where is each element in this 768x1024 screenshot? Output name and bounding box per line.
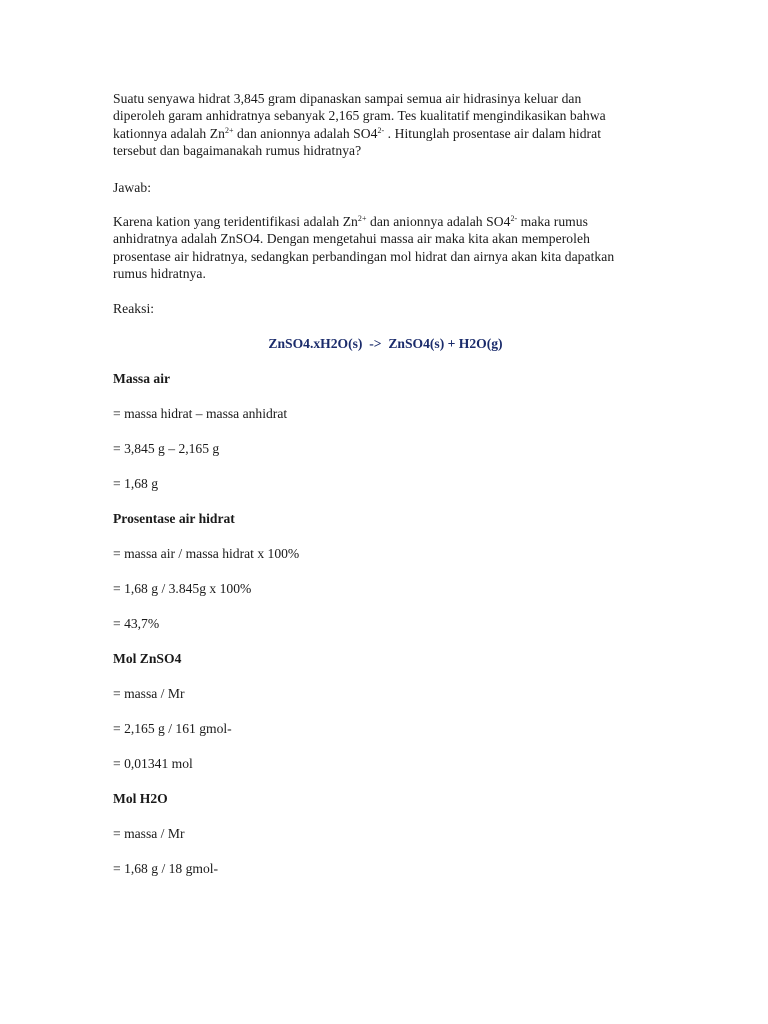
massa-air-step-3: = 1,68 g: [113, 476, 159, 491]
massa-air-step-1: = massa hidrat – massa anhidrat: [113, 406, 288, 421]
mol-znso4-step-3: = 0,01341 mol: [113, 756, 193, 771]
heading-mol-znso4: Mol ZnSO4: [113, 651, 182, 666]
mol-h2o-step-1: = massa / Mr: [113, 826, 185, 841]
explanation-line-1-b: dan anionnya adalah SO4: [366, 214, 511, 229]
question-line-3-a: kationnya adalah Zn: [113, 125, 225, 141]
explanation-line-3: prosentase air hidratnya, sedangkan perbandingan mol hidrat dan airnya akan kita dapatkan: [113, 248, 615, 264]
prosentase-step-2: = 1,68 g / 3.845g x 100%: [113, 581, 252, 596]
mol-znso4-step-2: = 2,165 g / 161 gmol-: [113, 721, 232, 736]
reaction-equation: ZnSO4.xH2O(s) -> ZnSO4(s) + H2O(g): [268, 336, 503, 351]
question-paragraph: [113, 90, 606, 160]
reaction-label: Reaksi:: [113, 301, 155, 316]
mol-h2o-step-2: = 1,68 g / 18 gmol-: [113, 861, 219, 876]
explanation-line-1: [113, 213, 614, 230]
question-line-2: diperoleh garam anhidratnya sebanyak 2,165 gram. Tes kualitatif mengindikasikan bahwa: [113, 108, 606, 124]
zn-charge-superscript-2: 2+: [357, 214, 367, 223]
prosentase-step-3: = 43,7%: [113, 616, 160, 631]
question-line-3-c: . Hitunglah prosentase air dalam hidrat: [384, 125, 602, 141]
explanation-paragraph: [113, 213, 614, 283]
heading-massa-air: Massa air: [113, 371, 171, 386]
explanation-line-1-a: Karena kation yang teridentifikasi adalah Zn: [113, 214, 358, 229]
so4-charge-superscript: 2-: [377, 125, 385, 135]
question-line-3-b: dan anionnya adalah SO4: [233, 125, 378, 141]
so4-charge-superscript-2: 2-: [510, 214, 518, 223]
question-line-1: Suatu senyawa hidrat 3,845 gram dipanaskan sampai semua air hidrasinya keluar dan: [113, 91, 582, 106]
heading-mol-h2o: Mol H2O: [113, 791, 168, 806]
explanation-line-2: anhidratnya adalah ZnSO4. Dengan mengetahui massa air maka kita akan memperoleh: [113, 231, 590, 247]
question-line-4: tersebut dan bagaimanakah rumus hidratnya?: [113, 143, 362, 159]
explanation-line-4: rumus hidratnya.: [113, 266, 206, 282]
massa-air-step-2: = 3,845 g – 2,165 g: [113, 441, 220, 456]
mol-znso4-step-1: = massa / Mr: [113, 686, 185, 701]
heading-prosentase: Prosentase air hidrat: [113, 511, 235, 526]
explanation-line-1-c: maka rumus: [517, 214, 588, 229]
answer-label: Jawab:: [113, 180, 152, 195]
question-line-3: [113, 125, 606, 142]
prosentase-step-1: = massa air / massa hidrat x 100%: [113, 546, 300, 561]
zn-charge-superscript: 2+: [224, 125, 234, 135]
